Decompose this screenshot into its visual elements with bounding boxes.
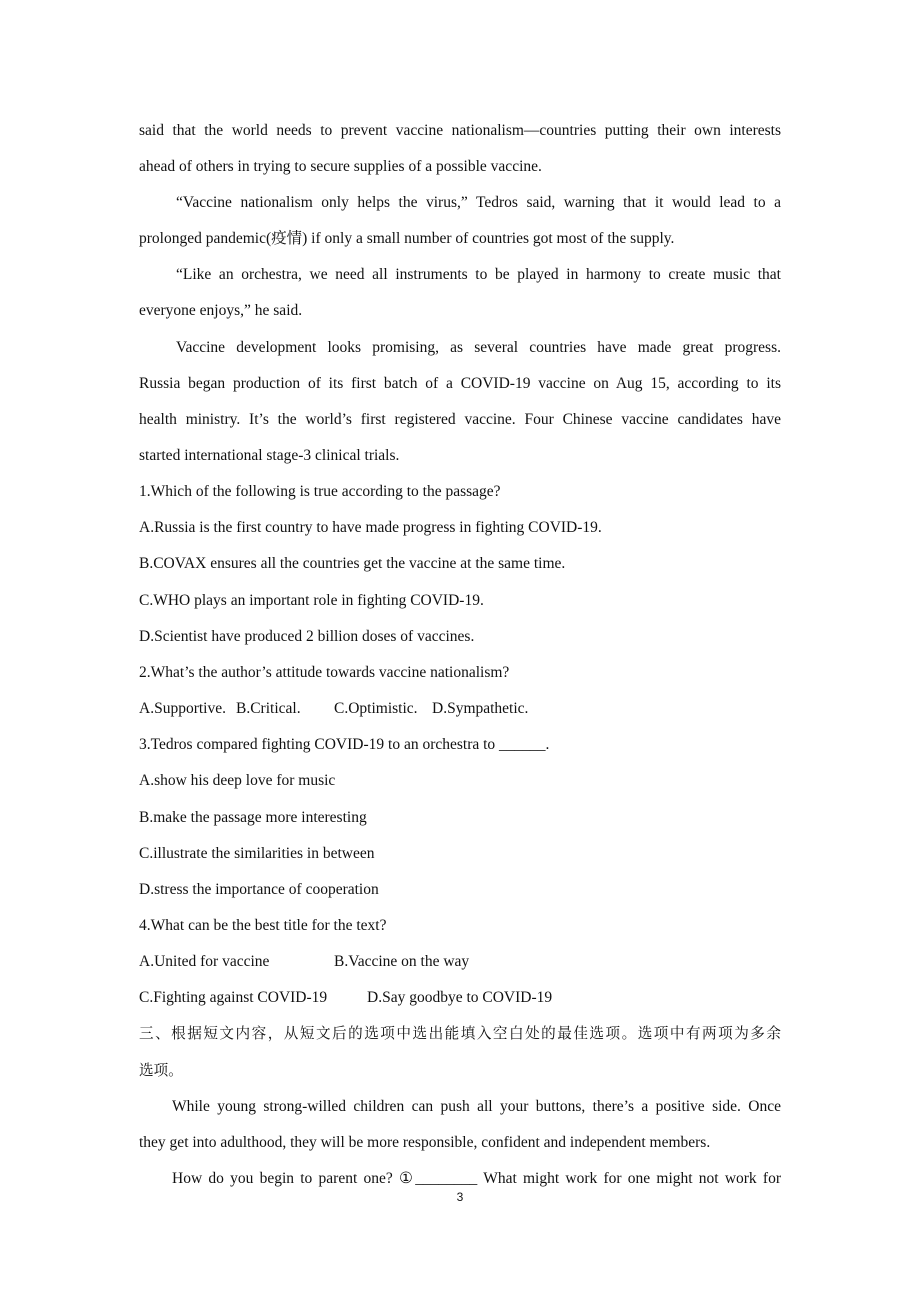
question-4-option-d: D.Say goodbye to COVID-19 [367,989,553,1006]
passage-paragraph-3-line-2: everyone enjoys,” he said. [139,302,303,319]
section-3-paragraph-2-line-1: How do you begin to parent one? ①________ What might work for one might not work for [172,1170,781,1187]
question-4-options-row-2 [139,988,781,1008]
passage-paragraph-4-line-1: Vaccine development looks promising, as several countries have made great progress. [176,339,781,356]
passage-paragraph-4-line-4: started international stage-3 clinical trials. [139,447,400,464]
question-2-options [139,699,781,719]
page-number: 3 [456,1190,464,1204]
question-4-option-b: B.Vaccine on the way [334,953,470,970]
question-4-option-c: C.Fighting against COVID-19 [139,989,328,1006]
passage-paragraph-1-line-2: ahead of others in trying to secure supplies of a possible vaccine. [139,158,542,175]
question-2-option-a: A.Supportive. [139,700,226,717]
question-2-stem: 2.What’s the author’s attitude towards vaccine nationalism? [139,664,510,681]
question-2-option-d: D.Sympathetic. [432,700,529,717]
passage-paragraph-4-line-3: health ministry. It’s the world’s first registered vaccine. Four Chinese vaccine candidates have [139,411,781,428]
section-3-instruction-line-1: 三、根据短文内容，从短文后的选项中选出能填入空白处的最佳选项。选项中有两项为多余 [139,1025,781,1042]
question-2-option-c: C.Optimistic. [334,700,418,717]
section-3-instruction-line-2: 选项。 [139,1062,183,1079]
passage-paragraph-3-line-1: “Like an orchestra, we need all instruments to be played in harmony to create music that [176,266,781,283]
question-1-option-a: A.Russia is the first country to have made progress in fighting COVID-19. [139,519,602,536]
question-3-stem: 3.Tedros compared fighting COVID-19 to an orchestra to ______. [139,736,550,753]
question-3-option-d: D.stress the importance of cooperation [139,881,379,898]
question-4-stem: 4.What can be the best title for the text? [139,917,387,934]
question-4-option-a: A.United for vaccine [139,953,270,970]
question-3-option-c: C.illustrate the similarities in between [139,845,375,862]
section-3-paragraph-1-line-1: While young strong-willed children can push all your buttons, there’s a positive side. Once [172,1098,781,1115]
question-1-stem: 1.Which of the following is true according to the passage? [139,483,501,500]
passage-paragraph-1-line-1: said that the world needs to prevent vaccine nationalism—countries putting their own interests [139,122,781,139]
passage-paragraph-2-line-1: “Vaccine nationalism only helps the virus,” Tedros said, warning that it would lead to a [176,194,781,211]
question-3-option-b: B.make the passage more interesting [139,809,367,826]
question-2-option-b: B.Critical. [236,700,301,717]
question-1-option-c: C.WHO plays an important role in fighting COVID-19. [139,592,484,609]
passage-paragraph-4-line-2: Russia began production of its first batch of a COVID-19 vaccine on Aug 15, according to its [139,375,781,392]
question-1-option-b: B.COVAX ensures all the countries get the vaccine at the same time. [139,555,566,572]
question-4-options-row-1 [139,952,781,972]
question-1-option-d: D.Scientist have produced 2 billion doses of vaccines. [139,628,475,645]
passage-paragraph-2-line-2: prolonged pandemic(疫情) if only a small number of countries got most of the supply. [139,230,675,247]
section-3-paragraph-1-line-2: they get into adulthood, they will be more responsible, confident and independent members. [139,1134,711,1151]
question-3-option-a: A.show his deep love for music [139,772,336,789]
